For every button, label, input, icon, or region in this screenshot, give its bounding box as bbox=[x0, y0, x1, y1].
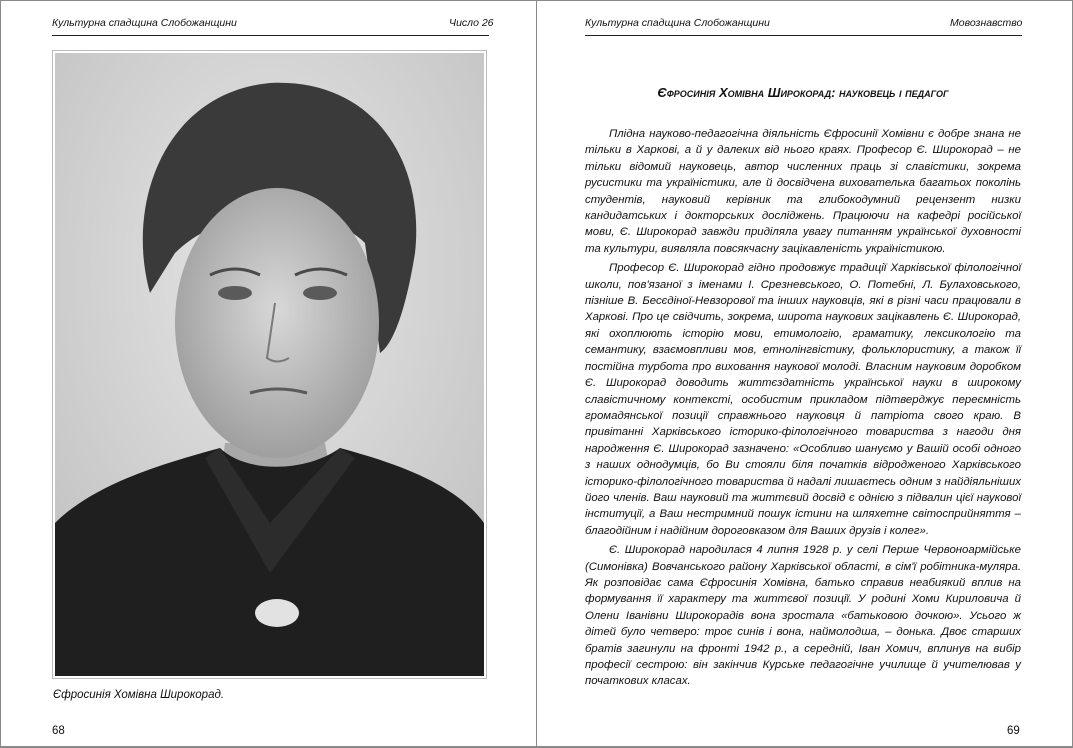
portrait-photo bbox=[52, 50, 487, 679]
photo-caption: Єфросинія Хомівна Широкорад. bbox=[53, 689, 225, 701]
paragraph-1: Плідна науково-педагогічна діяльність Єфросинії Хомівни є добре знана не тільки в Харкові, а й у далеких від нього краях. Професор Є. Широкорад – не тільки відомий науковець, автор численних праць зі славістики, зокрема русистики та україністики, але й досвідчена вихователька багатьох поколінь студентів, науковий керівник та глибокодумний рецензент низки кандидатських і докторських досліджень. Працюючи на кафедрі російської мови, Є. Широкорад завжди приділяла увагу питанням української духовності та культури, виявляла повсякчасну зацікавленість україністикою. bbox=[585, 128, 1021, 255]
article-title bbox=[585, 85, 1021, 100]
issue-number: Число 26 bbox=[449, 17, 494, 29]
header-rule bbox=[52, 35, 489, 36]
page-number-left: 68 bbox=[52, 725, 65, 737]
section-name: Мовознавство bbox=[950, 17, 1023, 29]
running-header-left: Культурна спадщина Слобожанщини bbox=[52, 17, 237, 29]
right-page bbox=[537, 1, 1072, 746]
portrait-image bbox=[55, 53, 484, 676]
page-number-right: 69 bbox=[1007, 725, 1020, 737]
article-title-text: Єфросинія Хомівна Широкорад: науковець і педагог bbox=[657, 85, 949, 100]
header-rule bbox=[585, 35, 1022, 36]
running-header-right: Культурна спадщина Слобожанщини bbox=[585, 17, 770, 29]
paragraph-2: Професор Є. Широкорад гідно продовжує традиції Харківської філологічної школи, пов'язаної з іменами І. Срезневського, О. Потебні, Л. Булаховського, пізніше В. Бесєдіної-Невзорової та інших науковців, які в різні часи працювали в Харкові. Про це свідчить, зокрема, широта наукових зацікавлень Є. Широкорад, які охоплюють історію мови, етимологію, граматику, лексикологію та семантику, взаємовпливи мов, етнолінгвістику, фольклористику, а також її постійна турбота про виховання наукової молоді. Власним науковим доробком Є. Широкорад доводить життєздатність української науки в широкому славістичному контексті, особистим прикладом підтверджує переємність громадянської позиції справжнього науковця й патріота свого краю. В привітанні Харківського історико-філологічного товариства з нагоди дня народження Є. Широкорад зазначено: «Особливо шануємо у Вашій особі одного з наших однодумців, бо Ви стояли біля початків відродженого Харківського історико-філологічного товариства й надалі лишаєтесь одним з найдіяльніших його членів. Ваш науковий та життєвий досвід є однією з підвалин цієї наукової інституції, а Ваш нестримний пошук істини на шляхетне світосприйняття – благодійним і надійним дороговказом для Ваших друзів і колег». bbox=[585, 262, 1021, 537]
paragraph-3: Є. Широкорад народилася 4 липня 1928 р. у селі Перше Червоноармійське (Симонівка) Вовчанського району Харківської області, в сім'ї робітника-муляра. Як розповідає сама Єфросинія Хомівна, батько справив неабиякий вплив на формування її характеру та життєвої позиції. У родині Хоми Кириловича й Олени Іванівни Широкорадів вона зростала «батьковою дочкою». Усього ж дітей було четверо: троє синів і вона, наймолодша, – донька. Двоє старших братів загинули на фронті 1942 р., а середній, Іван Хомич, вплинув на вибір професії сестрою: він закінчив Курське педагогічне училище й учителював у початкових класах. bbox=[585, 544, 1021, 688]
left-page bbox=[1, 1, 536, 746]
portrait-illustration bbox=[55, 53, 484, 676]
article-body bbox=[585, 126, 1021, 693]
